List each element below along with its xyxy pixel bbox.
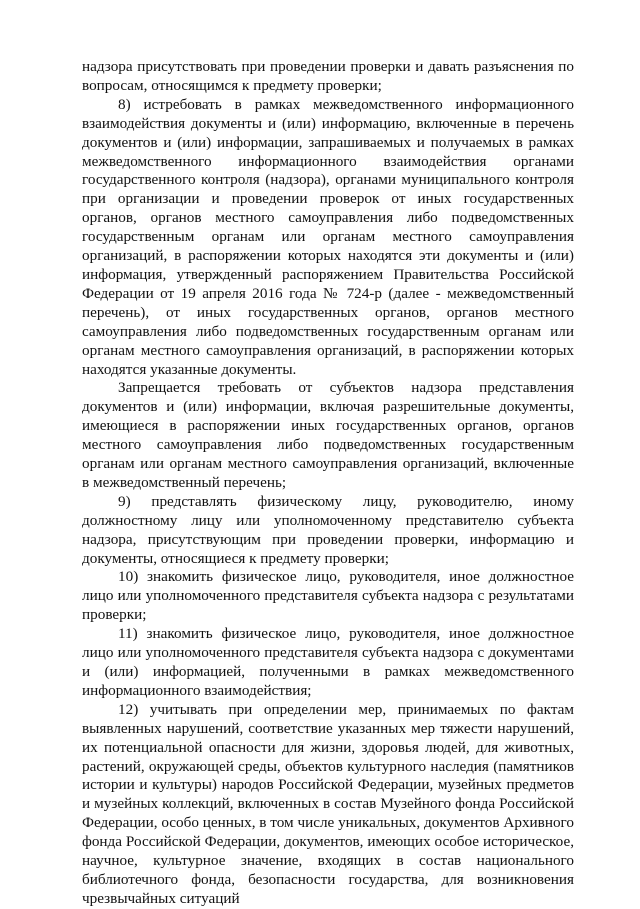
paragraph-item-9: 9) представлять физическому лицу, руководителю, иному должностному лицу или уполномоченному представителю субъекта надзора, присутствующим при проведении проверки, информацию и документы, относящиеся к предмету проверки; xyxy=(82,492,574,567)
paragraph-item-11: 11) знакомить физическое лицо, руководителя, иное должностное лицо или уполномоченного представителя субъекта надзора с документами и (или) информацией, полученными в рамках межведомственного информационного взаимодействия; xyxy=(82,625,574,699)
paragraph-item-10: 10) знакомить физическое лицо, руководителя, иное должностное лицо или уполномоченного представителя субъекта надзора с результатами проверки; xyxy=(82,568,574,624)
paragraph-continuation: надзора присутствовать при проведении проверки и давать разъяснения по вопросам, относящимся к предмету проверки; xyxy=(82,58,574,94)
paragraph-prohibition: Запрещается требовать от субъектов надзора представления документов и (или) информации, включая разрешительные документы, имеющиеся в распоряжении иных государственных органов, органов местного самоуправления либо подведомственных государственным органам или органам местного самоуправления организаций, включенные в межведомственный перечень; xyxy=(82,379,574,491)
paragraph-item-8: 8) истребовать в рамках межведомственного информационного взаимодействия документы и (или) информацию, включенные в перечень документов и (или) информации, запрашиваемых и получаемых в рамках межведомственного информационного взаимодействия органами государственного контроля (надзора), органами муниципального контроля при организации и проведении проверок от иных государственных органов, органов местного самоуправления либо подведомственных государственным органам или органам местного самоуправления организаций, в распоряжении которых находятся эти документы и (или) информация, утвержденный распоряжением Правительства Российской Федерации от 19 апреля 2016 года № 724-р (далее - межведомственный перечень), от иных государственных органов, органов местного самоуправления либо подведомственных государственным органам или органам местного самоуправления организаций, в распоряжении которых находятся указанные документы. xyxy=(82,95,574,378)
paragraph-item-12: 12) учитывать при определении мер, принимаемых по фактам выявленных нарушений, соответствие указанных мер тяжести нарушений, их потенциальной опасности для жизни, здоровья людей, для животных, растений, окружающей среды, объектов культурного наследия (памятников истории и культуры) народов Российской Федерации, музейных предметов и музейных коллекций, включенных в состав Музейного фонда Российской Федерации, особо ценных, в том числе уникальных, документов Архивного фонда Российской Федерации, документов, имеющих особое историческое, научное, культурное значение, входящих в состав национального библиотечного фонда, безопасности государства, для возникновения чрезвычайных ситуаций xyxy=(82,700,574,907)
document-page xyxy=(82,58,574,909)
